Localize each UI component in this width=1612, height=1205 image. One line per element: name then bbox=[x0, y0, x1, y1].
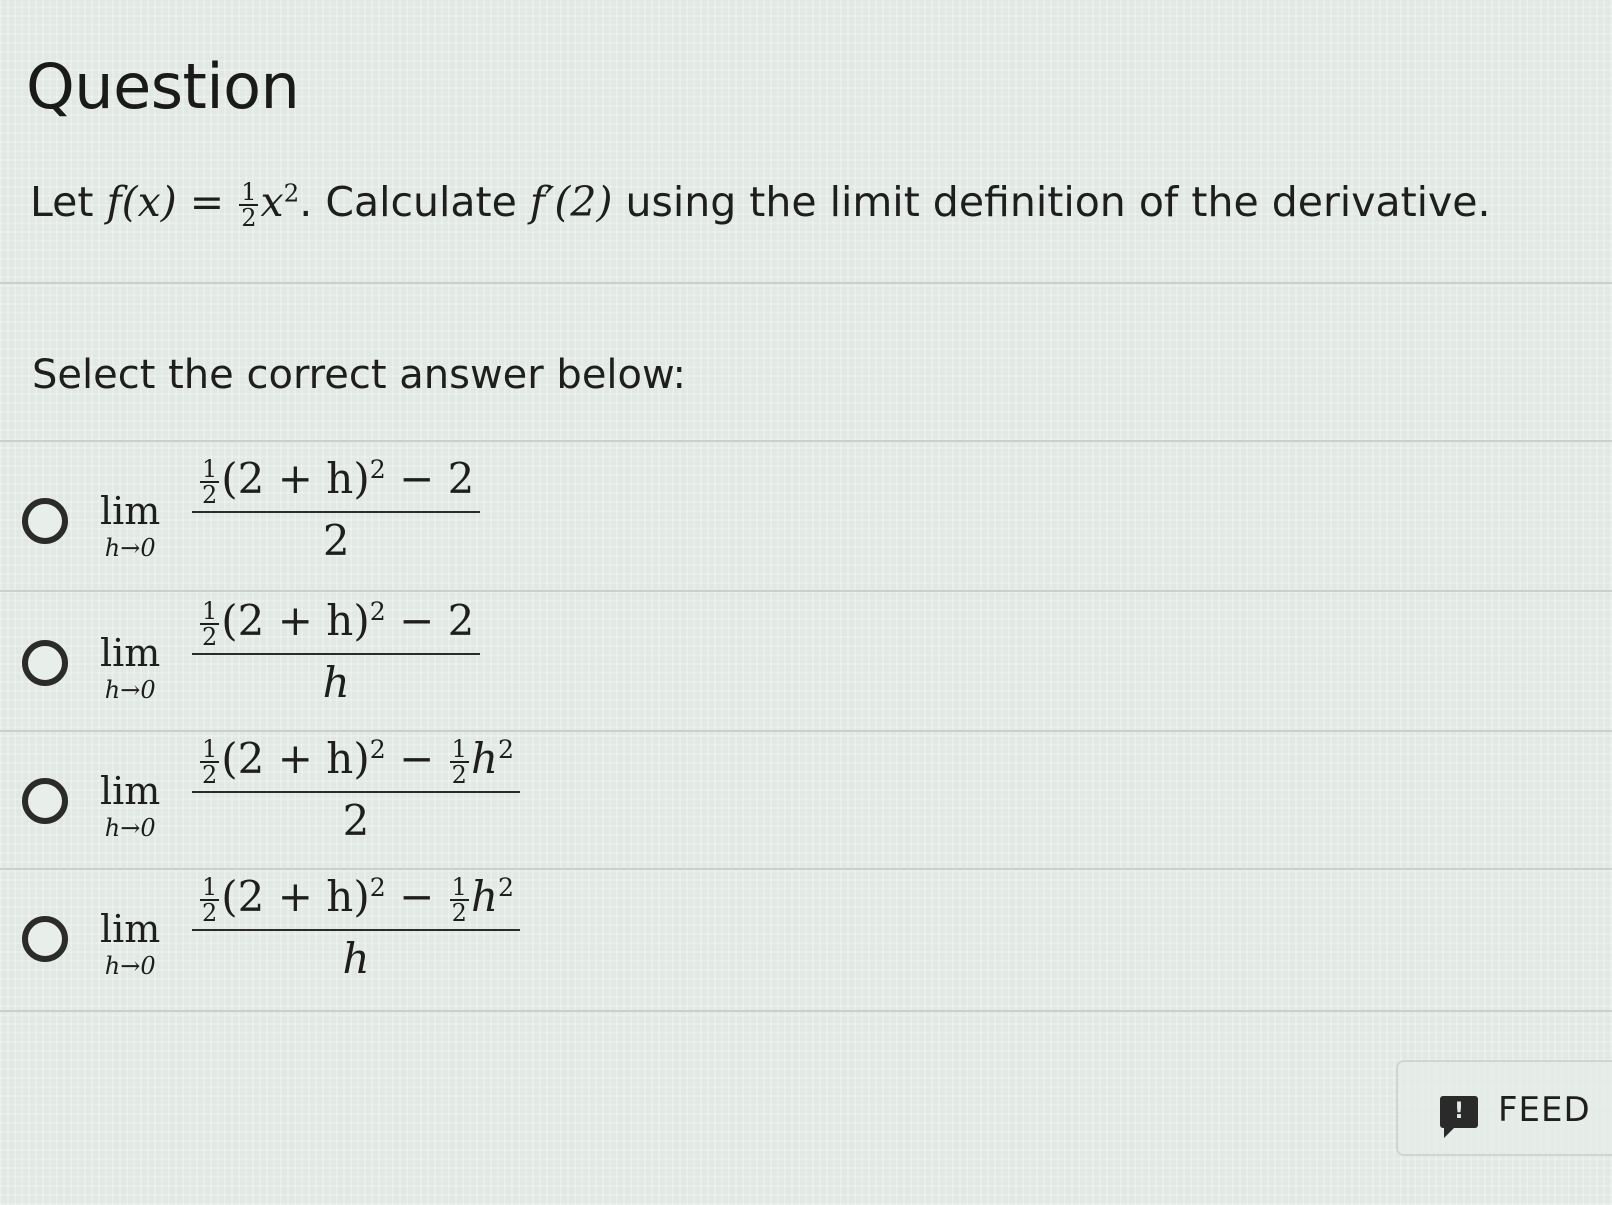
fraction-numerator bbox=[192, 594, 480, 655]
question-target: f′(2) bbox=[529, 178, 613, 226]
answer-fraction bbox=[192, 452, 480, 568]
answer-option-1[interactable] bbox=[0, 452, 1612, 592]
coef-numerator: 1 bbox=[241, 178, 257, 206]
numerator-tail-variable: h bbox=[470, 734, 498, 783]
answer-option-4[interactable] bbox=[0, 870, 1612, 1010]
numerator-power: 2 bbox=[369, 455, 386, 484]
fraction-denominator: 2 bbox=[342, 796, 370, 845]
feedback-icon: ! bbox=[1440, 1096, 1478, 1128]
half-coefficient bbox=[200, 599, 219, 649]
half-den: 2 bbox=[202, 899, 218, 927]
numerator-tail: − bbox=[385, 734, 448, 783]
numerator-tail-variable: h bbox=[470, 872, 498, 921]
half-coefficient bbox=[450, 875, 469, 925]
limit-operator bbox=[100, 631, 161, 704]
half-coefficient bbox=[200, 737, 219, 787]
half-den: 2 bbox=[202, 481, 218, 509]
numerator-tail: − bbox=[385, 872, 448, 921]
divider bbox=[0, 590, 1612, 592]
numerator-tail: − 2 bbox=[385, 454, 475, 503]
half-coefficient bbox=[200, 875, 219, 925]
limit-operator bbox=[100, 907, 161, 980]
half-den: 2 bbox=[451, 761, 467, 789]
question-text-before: Let bbox=[30, 178, 94, 226]
fraction-numerator bbox=[192, 870, 520, 931]
half-num: 1 bbox=[202, 873, 218, 901]
half-den: 2 bbox=[202, 761, 218, 789]
coef-denominator: 2 bbox=[241, 204, 257, 232]
half-coefficient bbox=[450, 737, 469, 787]
limit-subscript: h→0 bbox=[104, 534, 156, 562]
half-den: 2 bbox=[451, 899, 467, 927]
fraction-numerator bbox=[192, 452, 480, 513]
question-prompt bbox=[30, 178, 1590, 230]
divider bbox=[0, 1010, 1612, 1012]
question-power: 2 bbox=[283, 178, 300, 208]
numerator-power: 2 bbox=[369, 597, 386, 626]
half-num: 1 bbox=[202, 455, 218, 483]
numerator-main: (2 + h) bbox=[221, 734, 370, 783]
question-coefficient bbox=[239, 180, 258, 230]
radio-button[interactable] bbox=[22, 778, 68, 824]
radio-button[interactable] bbox=[22, 640, 68, 686]
limit-subscript: h→0 bbox=[104, 952, 156, 980]
divider bbox=[0, 282, 1612, 284]
fraction-denominator: h bbox=[322, 658, 350, 707]
numerator-tail: − 2 bbox=[385, 596, 475, 645]
numerator-power: 2 bbox=[369, 873, 386, 902]
limit-word: lim bbox=[100, 489, 161, 533]
feedback-label: FEED bbox=[1498, 1090, 1591, 1130]
half-num: 1 bbox=[202, 735, 218, 763]
answer-option-2[interactable] bbox=[0, 594, 1612, 734]
fraction-numerator bbox=[192, 732, 520, 793]
numerator-main: (2 + h) bbox=[221, 596, 370, 645]
numerator-main: (2 + h) bbox=[221, 454, 370, 503]
limit-word: lim bbox=[100, 631, 161, 675]
limit-word: lim bbox=[100, 769, 161, 813]
numerator-main: (2 + h) bbox=[221, 872, 370, 921]
half-den: 2 bbox=[202, 623, 218, 651]
numerator-power: 2 bbox=[369, 735, 386, 764]
radio-button[interactable] bbox=[22, 916, 68, 962]
feedback-button[interactable] bbox=[1396, 1060, 1612, 1156]
numerator-tail-power: 2 bbox=[498, 735, 515, 764]
answer-fraction bbox=[192, 732, 520, 848]
limit-operator bbox=[100, 489, 161, 562]
limit-subscript: h→0 bbox=[104, 676, 156, 704]
divider bbox=[0, 440, 1612, 442]
answer-prompt: Select the correct answer below: bbox=[32, 352, 687, 398]
question-text-middle: . Calculate bbox=[299, 178, 517, 226]
limit-subscript: h→0 bbox=[104, 814, 156, 842]
limit-operator bbox=[100, 769, 161, 842]
fraction-denominator: h bbox=[342, 934, 370, 983]
answer-fraction bbox=[192, 870, 520, 986]
answer-option-3[interactable] bbox=[0, 732, 1612, 872]
fraction-denominator: 2 bbox=[322, 516, 350, 565]
question-text-after: using the limit definition of the derivative. bbox=[625, 178, 1491, 226]
question-variable: x bbox=[260, 178, 284, 226]
limit-word: lim bbox=[100, 907, 161, 951]
half-num: 1 bbox=[451, 873, 467, 901]
half-num: 1 bbox=[451, 735, 467, 763]
radio-button[interactable] bbox=[22, 498, 68, 544]
question-function: f(x) = bbox=[106, 178, 225, 226]
half-coefficient bbox=[200, 457, 219, 507]
half-num: 1 bbox=[202, 597, 218, 625]
numerator-tail-power: 2 bbox=[498, 873, 515, 902]
page-title: Question bbox=[26, 50, 300, 123]
answer-fraction bbox=[192, 594, 480, 710]
